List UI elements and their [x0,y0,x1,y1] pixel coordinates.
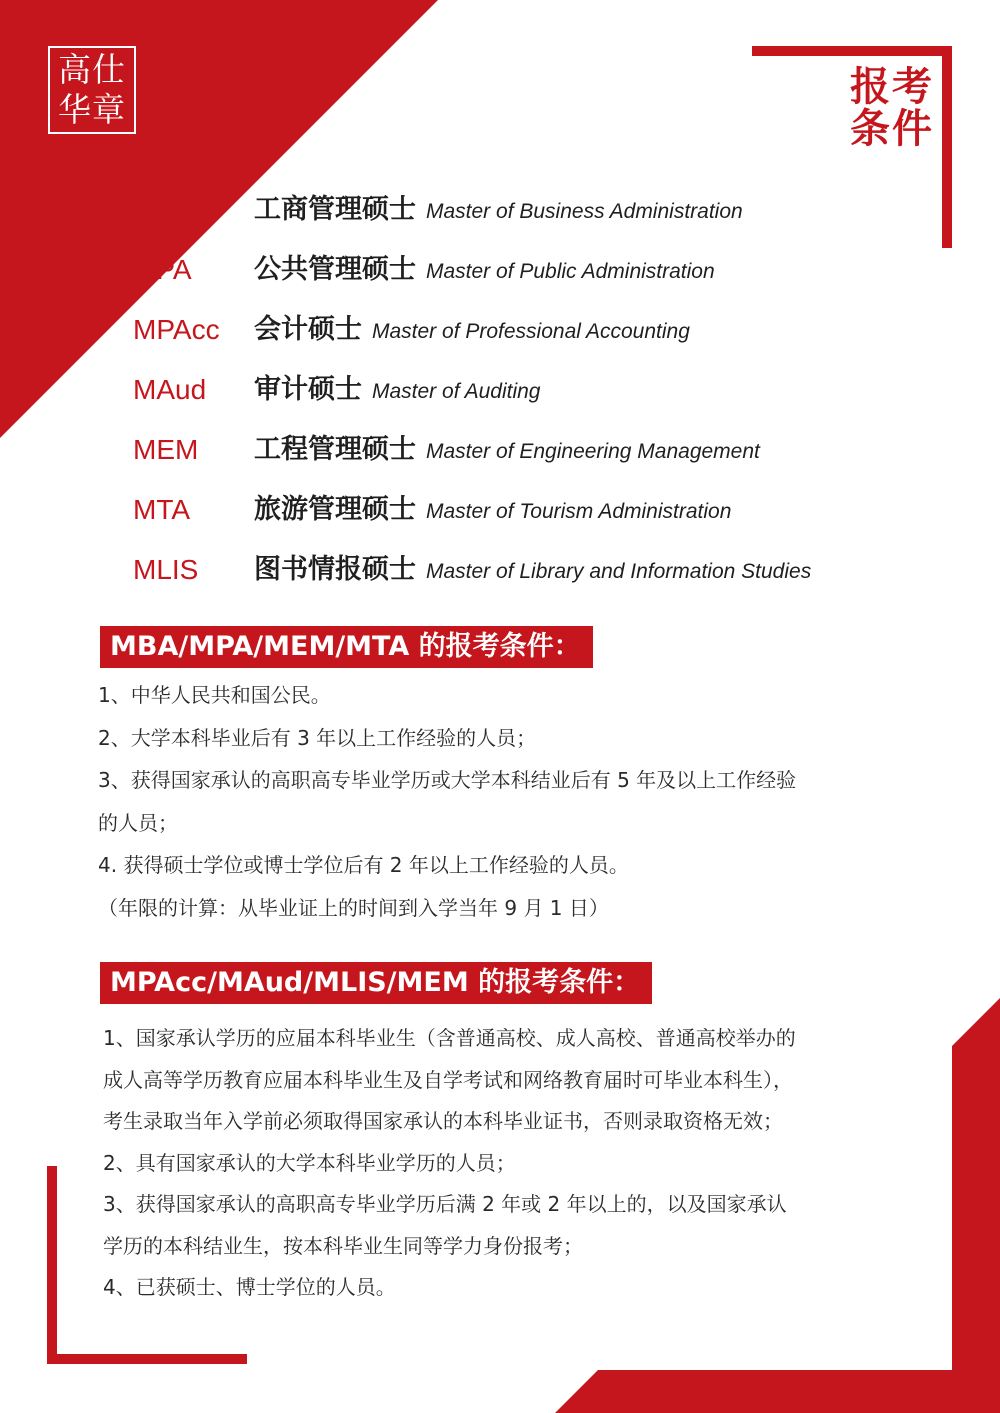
degree-item-mem [133,430,953,490]
requirement-line: 成人高等学历教育应届本科毕业生及自学考试和网络教育届时可毕业本科生）， [103,1067,793,1092]
degree-code: MTA [133,494,191,525]
top-right-frame-top [752,46,952,56]
degree-name-cn: 会计硕士 [254,314,362,345]
requirement-note: （年限的计算：从毕业证上的时间到入学当年 9 月 1 日） [98,895,609,920]
degree-name-cn: 公共管理硕士 [254,254,416,285]
degree-name-en: Master of Library and Information Studies [426,560,812,583]
section-1-body [98,674,913,929]
degree-name-en: Master of Professional Accounting [372,320,690,343]
degree-item-mpacc [133,310,953,370]
degree-name-cn: 审计硕士 [254,374,362,405]
requirement-line: 3、获得国家承认的高职高专毕业学历后满 2 年或 2 年以上的，以及国家承认 [103,1192,787,1216]
degree-item-mpa [133,250,953,310]
logo [48,46,136,134]
section-2-body [103,1018,913,1309]
degree-code: MPAcc [133,314,220,345]
degree-code: MBA [133,194,194,225]
page-title-line-1: 报考 [850,64,934,110]
degree-code: MLIS [133,554,199,585]
degree-item-mba [133,190,953,250]
degree-name-en: Master of Auditing [372,380,541,403]
logo-line-2: 华章 [58,90,126,129]
section-1-heading: MBA/MPA/MEM/MTA 的报考条件： [100,626,593,668]
bottom-left-frame-bottom [47,1354,247,1364]
requirement-line: 4、已获硕士、博士学位的人员。 [103,1275,396,1299]
page-title-line-2: 条件 [850,106,934,152]
degree-list [133,190,953,610]
degree-name-en: Master of Business Administration [426,200,743,223]
degree-name-en: Master of Tourism Administration [426,500,732,523]
requirement-line: 的人员； [98,810,178,835]
degree-code: MPA [133,254,192,285]
degree-name-cn: 图书情报硕士 [254,554,416,585]
degree-name-cn: 旅游管理硕士 [254,494,416,525]
requirement-line: 1、国家承认学历的应届本科毕业生（含普通高校、成人高校、普通高校举办的 [103,1026,796,1050]
requirement-line: 4. 获得硕士学位或博士学位后有 2 年以上工作经验的人员。 [98,853,629,877]
degree-item-mlis [133,550,953,610]
requirement-line: 学历的本科结业生，按本科毕业生同等学力身份报考； [103,1233,583,1258]
degree-item-maud [133,370,953,430]
degree-code: MAud [133,374,207,405]
page-title [850,66,934,150]
degree-name-en: Master of Engineering Management [426,440,760,463]
requirement-line: 2、具有国家承认的大学本科毕业学历的人员； [103,1150,516,1175]
bottom-left-frame-side [47,1166,57,1364]
requirement-line: 3、获得国家承认的高职高专毕业学历或大学本科结业后有 5 年及以上工作经验 [98,768,797,792]
degree-name-cn: 工商管理硕士 [254,194,416,225]
degree-item-mta [133,490,953,550]
requirement-line: 考生录取当年入学前必须取得国家承认的本科毕业证书，否则录取资格无效； [103,1109,783,1133]
requirement-line: 1、中华人民共和国公民。 [98,683,331,707]
requirement-line: 2、大学本科毕业后有 3 年以上工作经验的人员； [98,725,537,750]
logo-line-1: 高仕 [58,50,126,89]
degree-code: MEM [133,434,199,465]
degree-name-cn: 工程管理硕士 [254,434,416,465]
degree-name-en: Master of Public Administration [426,260,715,283]
section-2-heading: MPAcc/MAud/MLIS/MEM 的报考条件： [100,962,652,1004]
